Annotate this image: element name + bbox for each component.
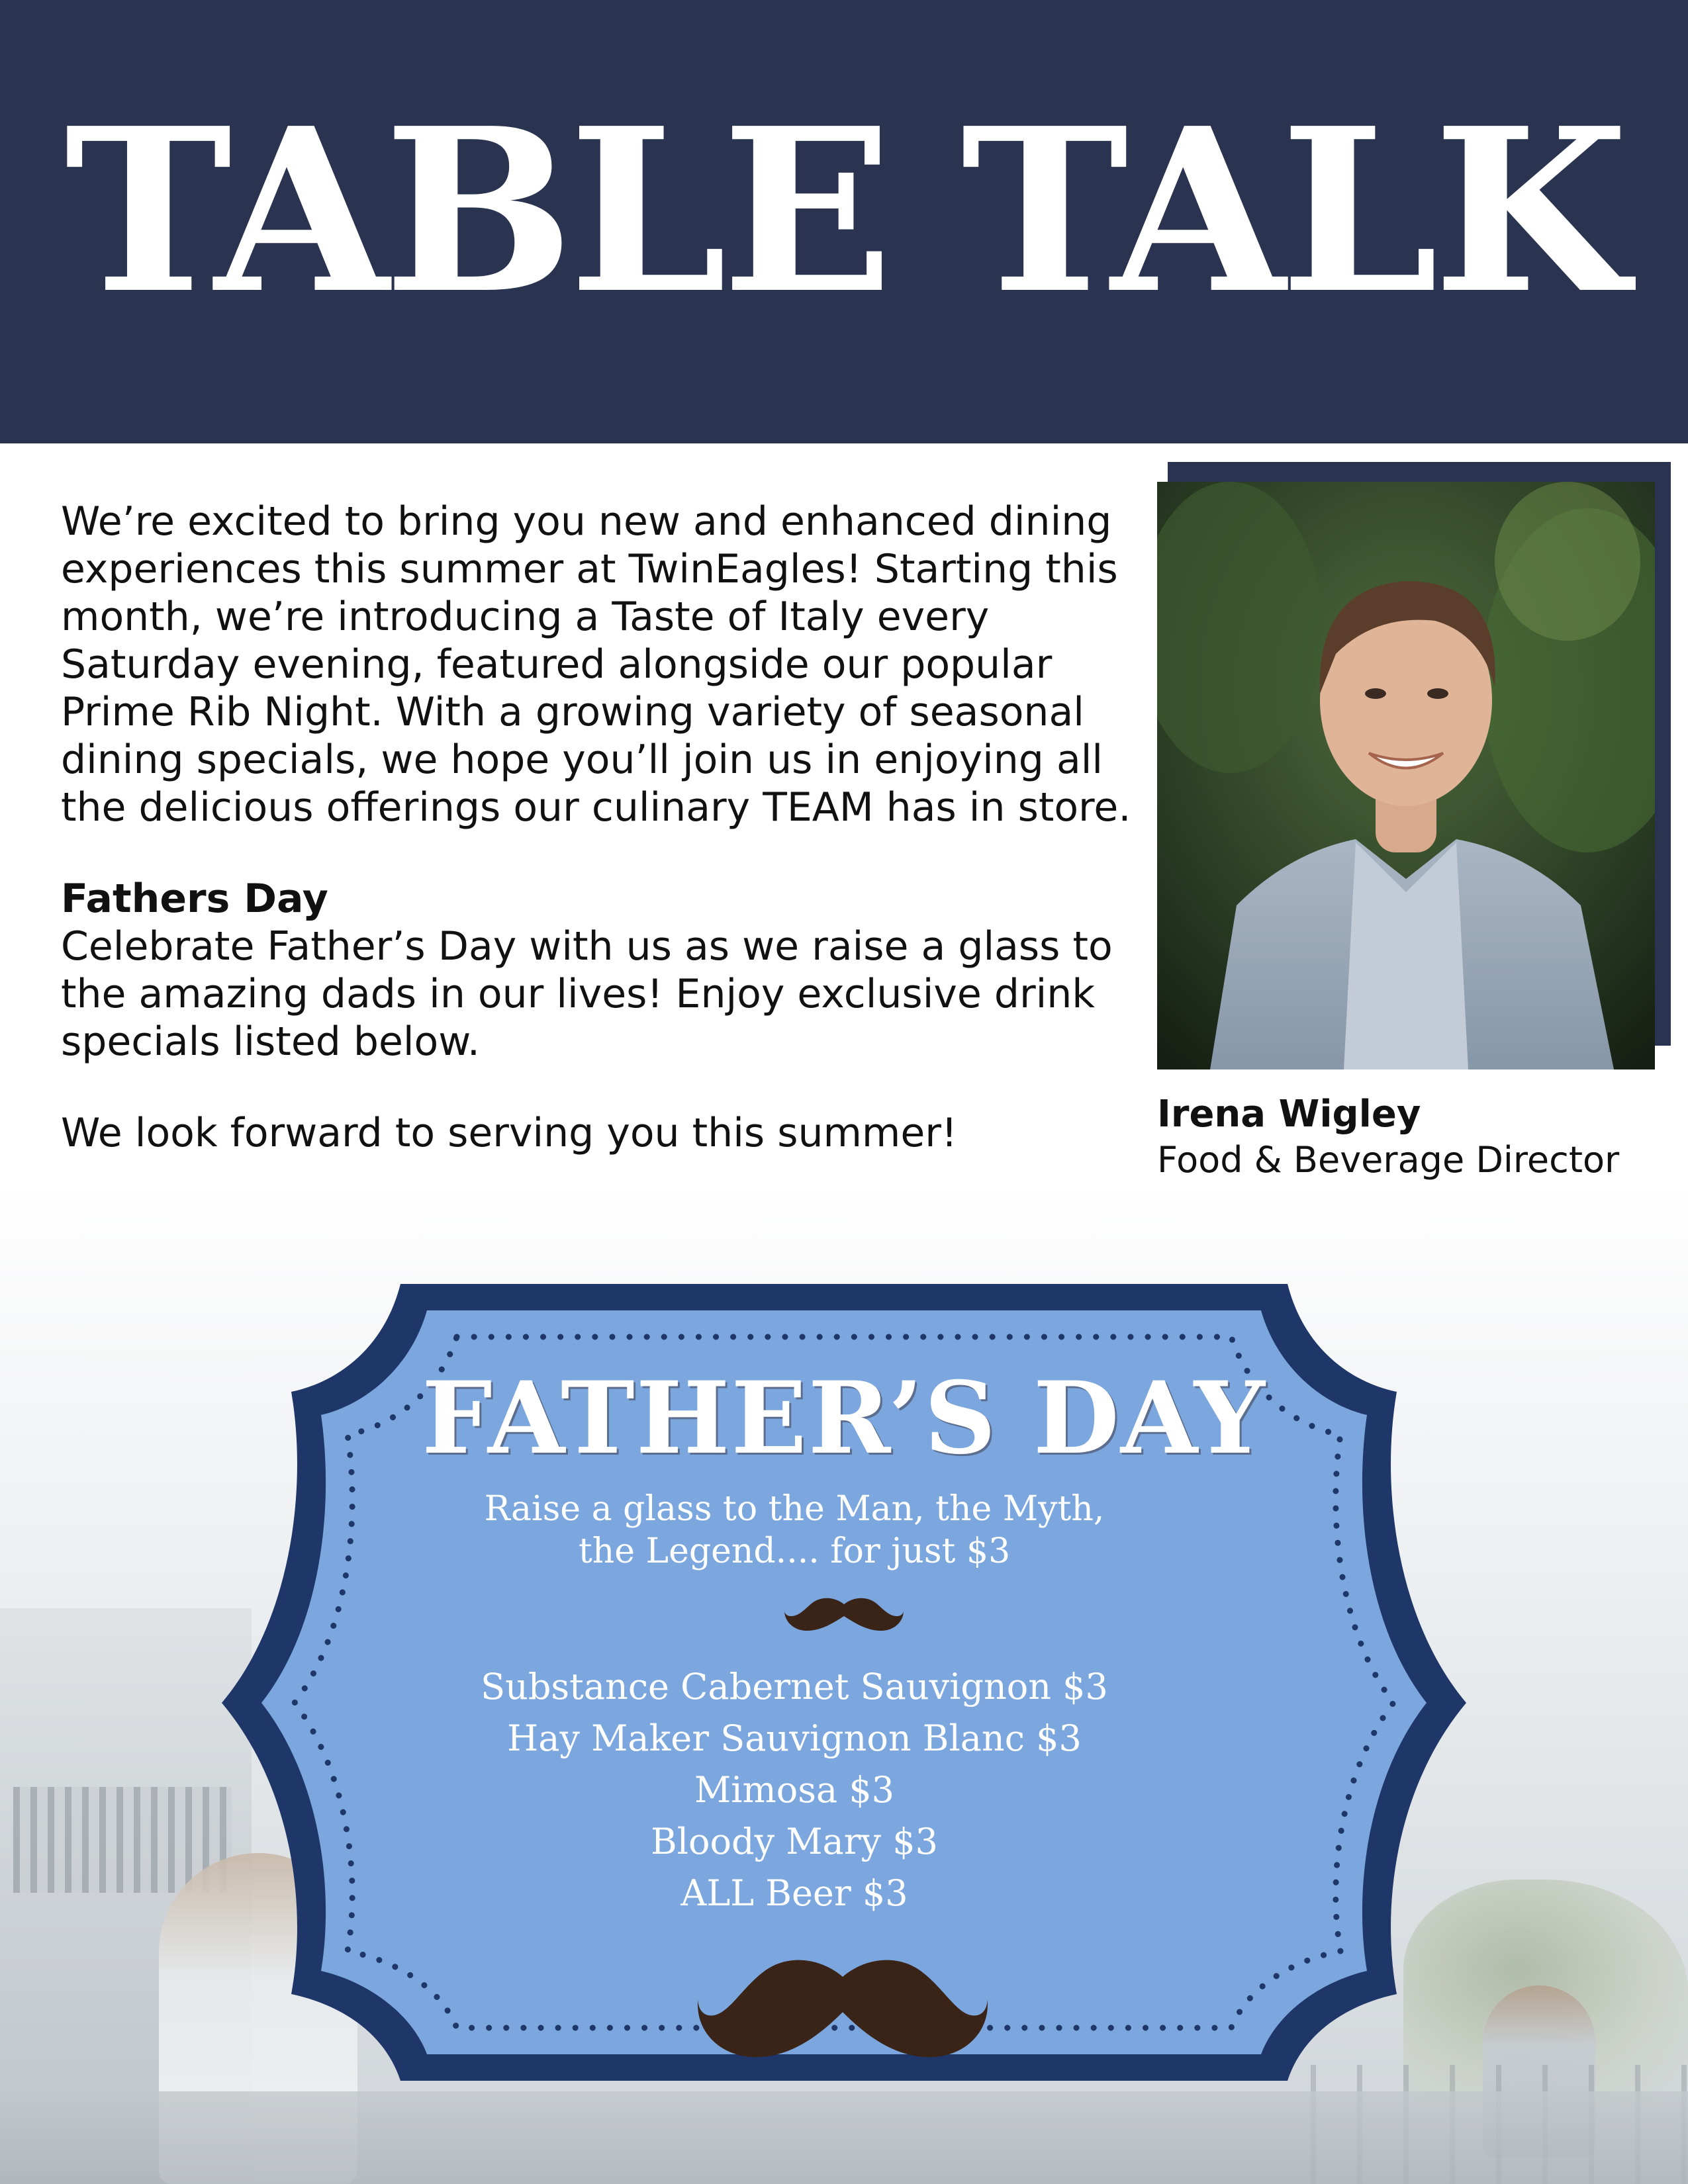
list-item: ALL Beer $3 <box>680 1872 908 1914</box>
drink-specials-list <box>430 1661 1158 1919</box>
section-body: Celebrate Father’s Day with us as we raise a glass to the amazing dads in our lives! Enjoy exclusive drink specials listed below. <box>61 923 1113 1065</box>
mustache-icon <box>784 1592 904 1639</box>
list-item: Substance Cabernet Sauvignon $3 <box>481 1666 1108 1707</box>
fathers-day-card <box>212 1276 1476 2089</box>
intro-article <box>61 498 1147 1157</box>
header-banner <box>0 0 1688 443</box>
closing-line: We look forward to serving you this summer! <box>61 1110 958 1156</box>
director-name: Irena Wigley <box>1157 1093 1421 1136</box>
mustache-icon <box>687 1951 998 2064</box>
director-portrait <box>1157 482 1655 1069</box>
list-item: Bloody Mary $3 <box>651 1821 938 1862</box>
list-item: Hay Maker Sauvignon Blanc $3 <box>507 1717 1082 1759</box>
card-tagline: Raise a glass to the Man, the Myth, the Legend.... for just $3 <box>484 1489 1105 1571</box>
section-heading: Fathers Day <box>61 876 328 922</box>
director-title: Food & Beverage Director <box>1157 1139 1620 1181</box>
list-item: Mimosa $3 <box>694 1769 895 1811</box>
background-counter <box>0 2091 1688 2184</box>
masthead-title: TABLE TALK <box>64 79 1624 343</box>
card-title: FATHER’S DAY <box>422 1360 1266 1477</box>
intro-paragraph: We’re excited to bring you new and enhanced dining experiences this summer at TwinEagles! Starting this month, we’re introducing a Taste of Italy every Saturday evening, featured alongside our popular Prime Rib Night. With a growing variety of seasonal dining specials, we hope you’ll join us in enjoying all the delicious offerings our culinary TEAM has in store. <box>61 498 1131 831</box>
